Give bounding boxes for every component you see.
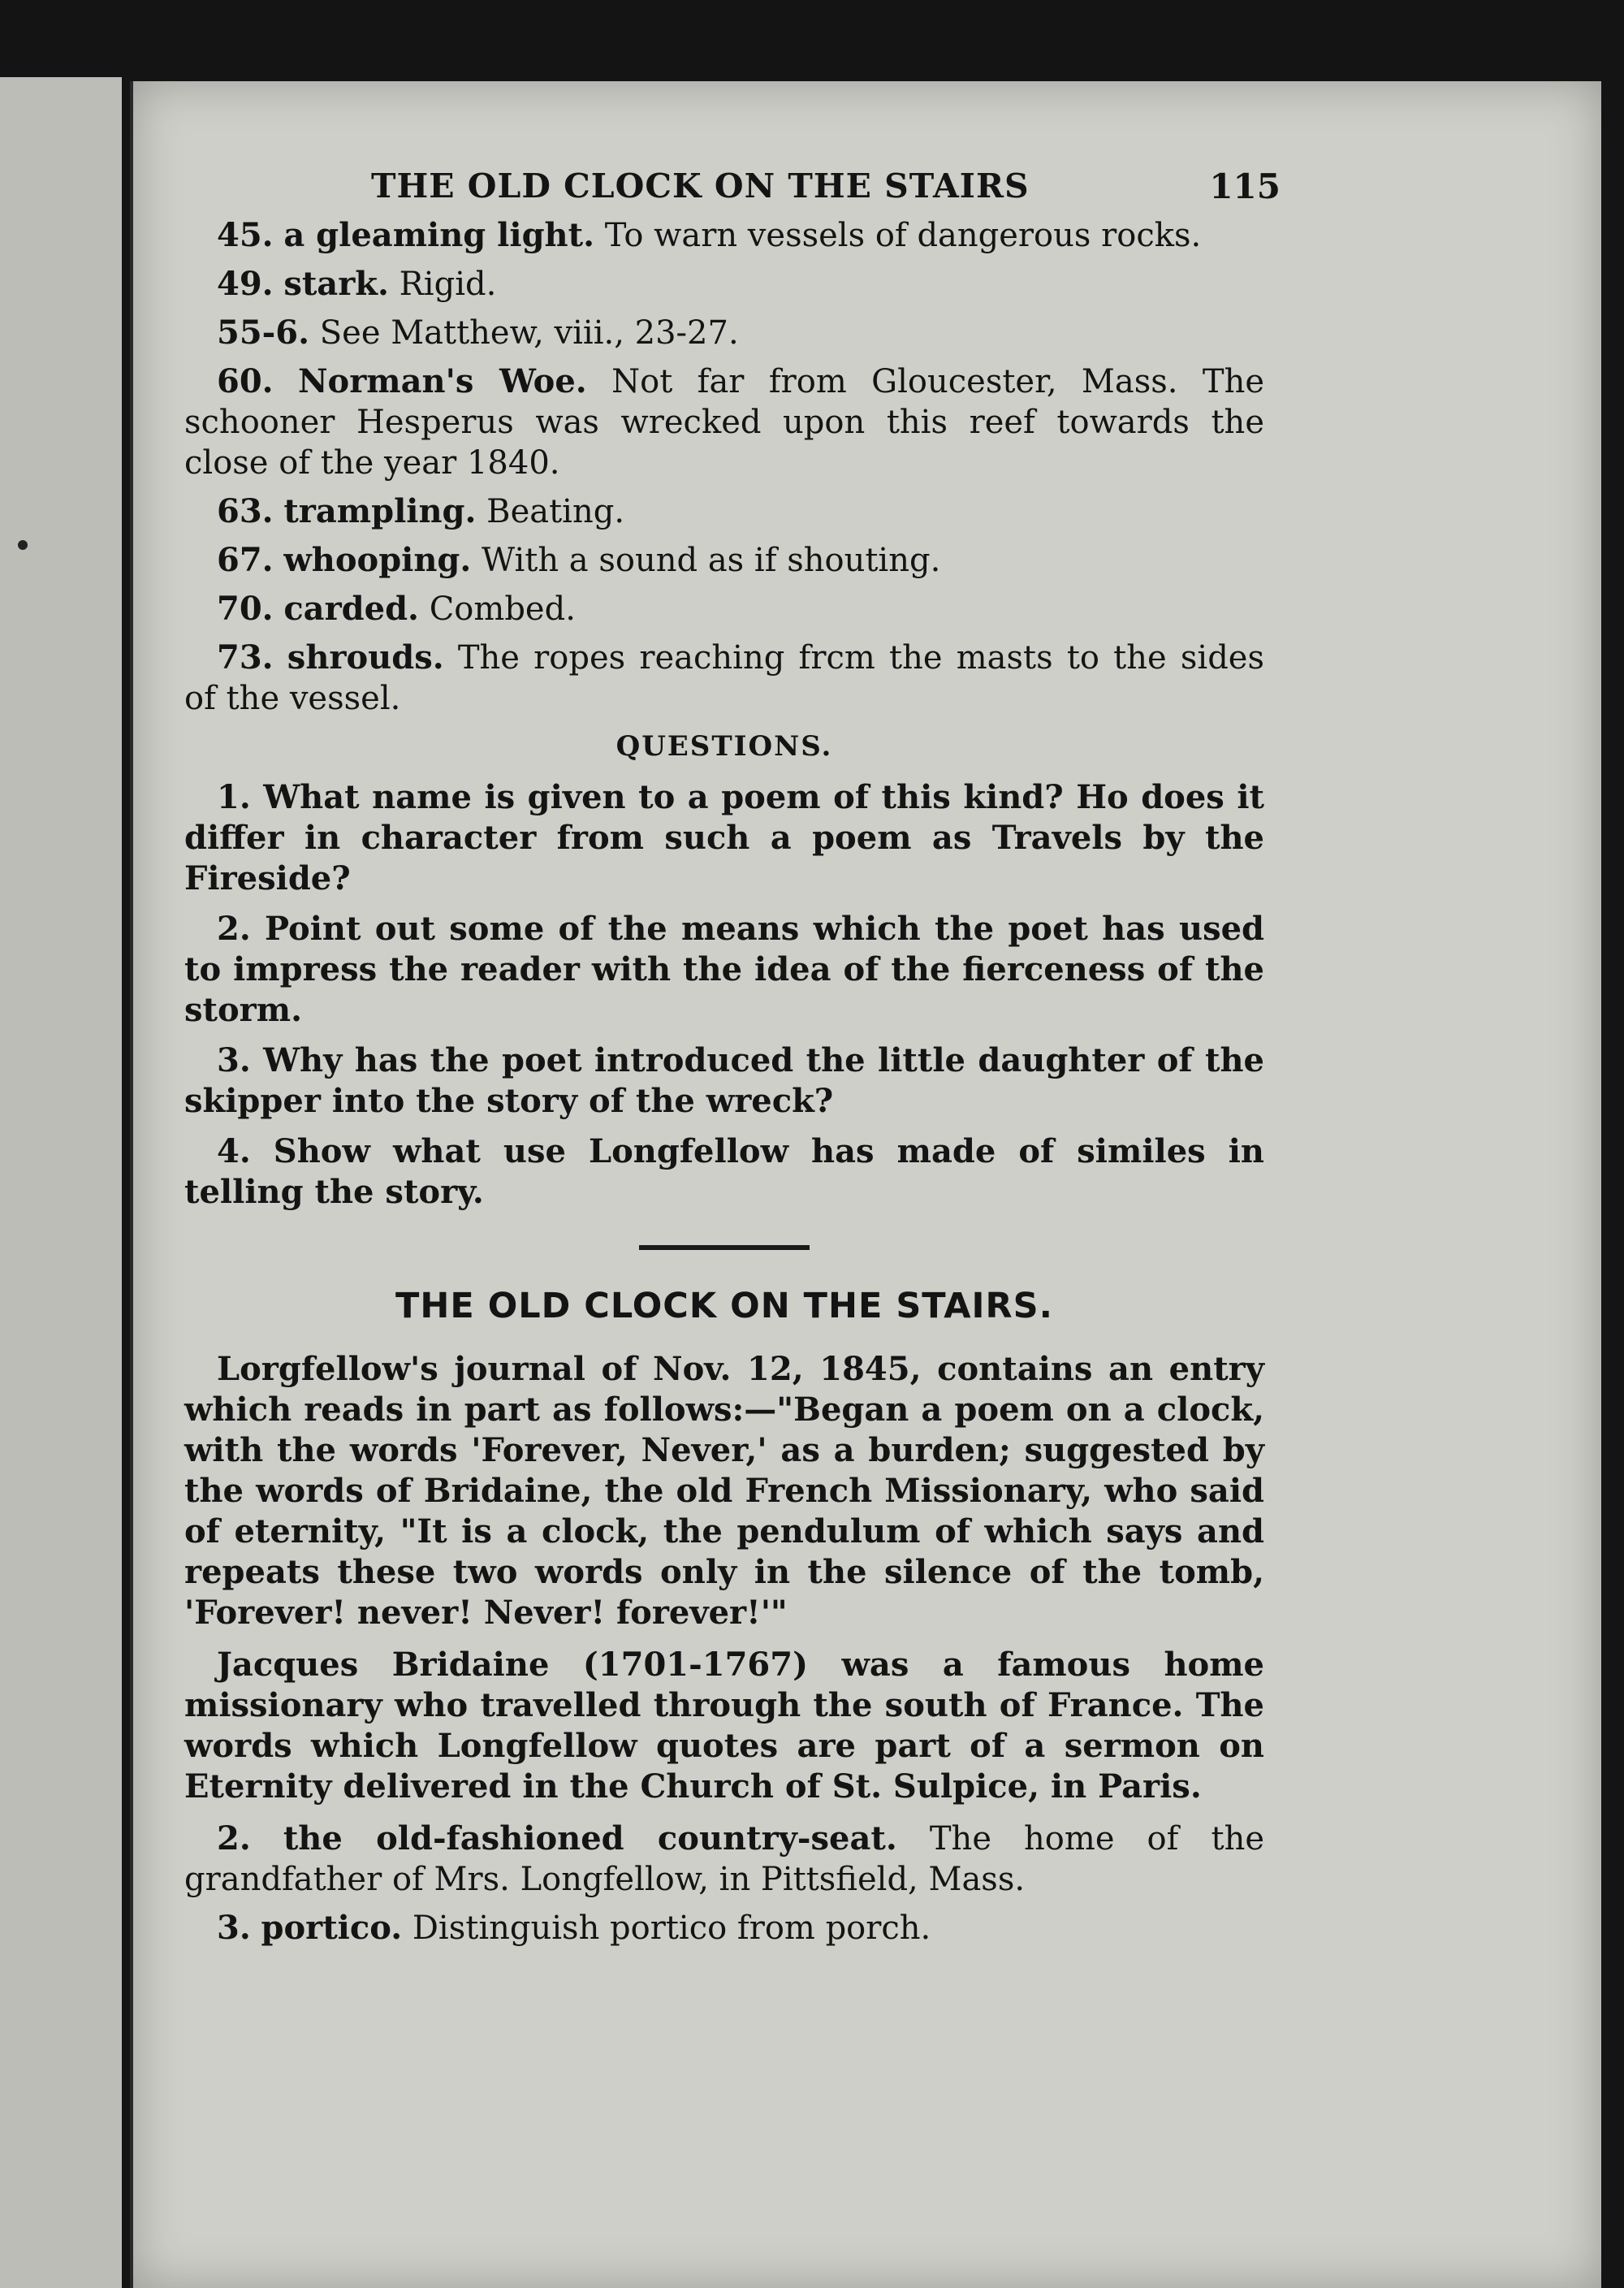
question-item: 1. What name is given to a poem of this kind? Ho does it differ in character from such a poem as Travels by the Fireside? [184,778,1264,897]
note-item: 45. a gleaming light. To warn vessels of dangerous rocks. [217,216,1202,254]
notes-list [184,215,1264,719]
questions-list [184,777,1264,1213]
page-number: 115 [1209,167,1281,206]
section-title: THE OLD CLOCK ON THE STAIRS. [395,1286,1053,1326]
note-item: 55-6. See Matthew, viii., 23-27. [217,314,739,352]
note-item: 2. the old-fashioned country-seat. The home of the grandfather of Mrs. Longfellow, in Pittsfield, Mass. [184,1819,1264,1898]
note-item: 67. whooping. With a sound as if shouting. [217,541,941,579]
scan-artifact [18,540,28,550]
note-item: 70. carded. Combed. [217,590,576,628]
questions-heading: QUESTIONS. [615,730,833,763]
note-item: 60. Norman's Woe. Not far from Gloucester, Mass. The schooner Hesperus was wrecked upon this reef towards the close of the year 1840. [184,362,1264,482]
note-item: 73. shrouds. The ropes reaching frcm the masts to the sides of the vessel. [184,638,1264,717]
question-item: 3. Why has the poet introduced the little daughter of the skipper into the story of the wreck? [184,1041,1264,1120]
section-divider [639,1245,810,1250]
running-head [184,158,1281,215]
facing-page-edge [0,77,122,2288]
question-item: 2. Point out some of the means which the poet has used to impress the reader with the idea of the fierceness of the storm. [184,910,1264,1029]
note-item: 49. stark. Rigid. [217,265,497,303]
note-item: 63. trampling. Beating. [217,492,625,530]
notes-list-2 [184,1819,1264,1948]
intro-paragraph: Jacques Bridaine (1701-1767) was a famous home missionary who travelled through the south of France. The words which Longfellow quotes are part of a sermon on Eternity delivered in the Church of St. Sulpice, in Paris. [184,1646,1264,1806]
running-title: THE OLD CLOCK ON THE STAIRS [371,167,1030,205]
note-item: 3. portico. Distinguish portico from porch. [217,1909,931,1947]
page-content [184,158,1281,1957]
intro-paragraph: Lorgfellow's journal of Nov. 12, 1845, contains an entry which reads in part as follows:—"Began a poem on a clock, with the words 'Forever, Never,' as a burden; suggested by the words of Bridaine, the old French Missionary, who said of eternity, "It is a clock, the pendulum of which says and repeats these two words only in the silence of the tomb, 'Forever! never! Never! forever!'" [184,1350,1264,1632]
question-item: 4. Show what use Longfellow has made of similes in telling the story. [184,1132,1264,1211]
